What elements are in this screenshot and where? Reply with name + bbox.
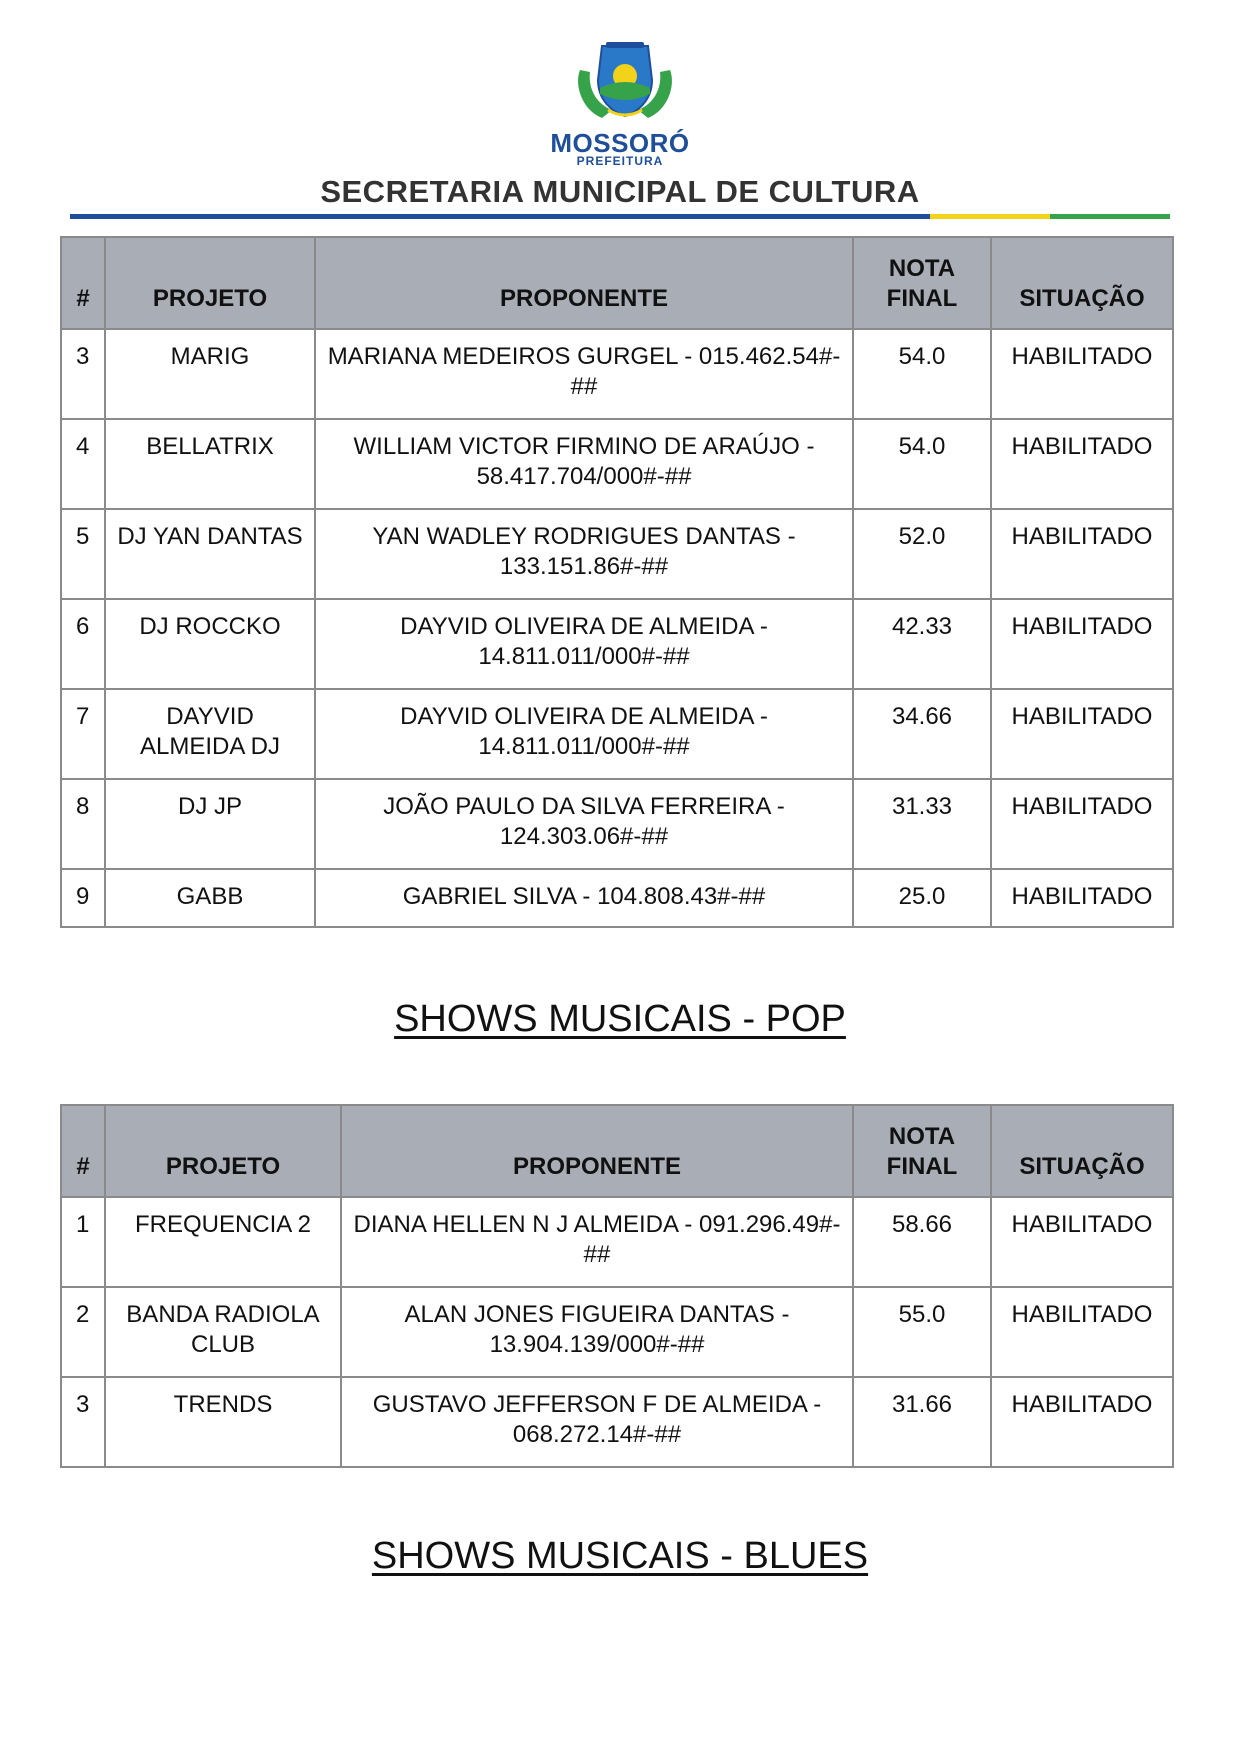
cell-proponente: JOÃO PAULO DA SILVA FERREIRA - 124.303.06#-## [315, 779, 853, 869]
section-title-pop: SHOWS MUSICAIS - POP [394, 998, 846, 1040]
table-row [61, 329, 1173, 419]
table-row [61, 419, 1173, 509]
cell-situacao: HABILITADO [991, 1287, 1173, 1377]
cell-projeto: MARIG [105, 329, 315, 419]
cell-number: 9 [61, 869, 105, 927]
cell-proponente: MARIANA MEDEIROS GURGEL - 015.462.54#-## [315, 329, 853, 419]
cell-number: 5 [61, 509, 105, 599]
cell-proponente: DAYVID OLIVEIRA DE ALMEIDA - 14.811.011/000#-## [315, 599, 853, 689]
col-header-number: # [61, 1105, 105, 1197]
cell-projeto: BELLATRIX [105, 419, 315, 509]
col-header-proponente: PROPONENTE [315, 237, 853, 329]
header-color-bar [70, 214, 1170, 219]
table-row [61, 779, 1173, 869]
cell-situacao: HABILITADO [991, 419, 1173, 509]
cell-proponente: GUSTAVO JEFFERSON F DE ALMEIDA - 068.272.14#-## [341, 1377, 853, 1467]
cell-situacao: HABILITADO [991, 509, 1173, 599]
cell-number: 3 [61, 329, 105, 419]
cell-nota: 54.0 [853, 329, 991, 419]
color-bar-green [1050, 214, 1170, 219]
table-row [61, 869, 1173, 927]
cell-nota: 42.33 [853, 599, 991, 689]
table-header-row [61, 237, 1173, 329]
cell-nota: 58.66 [853, 1197, 991, 1287]
cell-number: 8 [61, 779, 105, 869]
col-header-nota-final: NOTA FINAL [853, 1105, 991, 1197]
table-row [61, 509, 1173, 599]
cell-proponente: YAN WADLEY RODRIGUES DANTAS - 133.151.86#-## [315, 509, 853, 599]
col-header-proponente: PROPONENTE [341, 1105, 853, 1197]
cell-situacao: HABILITADO [991, 869, 1173, 927]
city-crest-logo [572, 40, 678, 124]
section-title-blues: SHOWS MUSICAIS - BLUES [371, 1535, 869, 1577]
table-row [61, 599, 1173, 689]
cell-nota: 25.0 [853, 869, 991, 927]
cell-projeto: DAYVID ALMEIDA DJ [105, 689, 315, 779]
table-row [61, 689, 1173, 779]
cell-situacao: HABILITADO [991, 329, 1173, 419]
cell-nota: 54.0 [853, 419, 991, 509]
brand-subtitle: PREFEITURA [576, 154, 664, 168]
cell-number: 6 [61, 599, 105, 689]
cell-nota: 55.0 [853, 1287, 991, 1377]
results-table [60, 236, 1174, 928]
page-header [0, 0, 1240, 230]
cell-nota: 31.66 [853, 1377, 991, 1467]
department-title: SECRETARIA MUNICIPAL DE CULTURA [320, 174, 920, 209]
cell-projeto: GABB [105, 869, 315, 927]
cell-nota: 52.0 [853, 509, 991, 599]
cell-number: 1 [61, 1197, 105, 1287]
cell-projeto: DJ ROCCKO [105, 599, 315, 689]
cell-projeto: BANDA RADIOLA CLUB [105, 1287, 341, 1377]
cell-situacao: HABILITADO [991, 599, 1173, 689]
cell-situacao: HABILITADO [991, 1197, 1173, 1287]
col-header-situacao: SITUAÇÃO [991, 237, 1173, 329]
cell-number: 2 [61, 1287, 105, 1377]
cell-situacao: HABILITADO [991, 779, 1173, 869]
col-header-number: # [61, 237, 105, 329]
color-bar-yellow [930, 214, 1050, 219]
cell-proponente: WILLIAM VICTOR FIRMINO DE ARAÚJO - 58.417.704/000#-## [315, 419, 853, 509]
cell-nota: 31.33 [853, 779, 991, 869]
col-header-projeto: PROJETO [105, 237, 315, 329]
table-row [61, 1377, 1173, 1467]
brand-name: MOSSORÓ [550, 128, 690, 158]
col-header-projeto: PROJETO [105, 1105, 341, 1197]
results-table-pop [60, 1104, 1174, 1468]
cell-situacao: HABILITADO [991, 689, 1173, 779]
cell-proponente: DIANA HELLEN N J ALMEIDA - 091.296.49#-## [341, 1197, 853, 1287]
cell-number: 3 [61, 1377, 105, 1467]
cell-number: 4 [61, 419, 105, 509]
cell-projeto: FREQUENCIA 2 [105, 1197, 341, 1287]
table-row [61, 1287, 1173, 1377]
color-bar-blue [70, 214, 930, 219]
cell-projeto: DJ YAN DANTAS [105, 509, 315, 599]
table-header-row [61, 1105, 1173, 1197]
cell-proponente: DAYVID OLIVEIRA DE ALMEIDA - 14.811.011/000#-## [315, 689, 853, 779]
cell-proponente: GABRIEL SILVA - 104.808.43#-## [315, 869, 853, 927]
col-header-situacao: SITUAÇÃO [991, 1105, 1173, 1197]
cell-projeto: DJ JP [105, 779, 315, 869]
col-header-nota-final: NOTA FINAL [853, 237, 991, 329]
cell-situacao: HABILITADO [991, 1377, 1173, 1467]
cell-projeto: TRENDS [105, 1377, 341, 1467]
cell-nota: 34.66 [853, 689, 991, 779]
cell-proponente: ALAN JONES FIGUEIRA DANTAS - 13.904.139/000#-## [341, 1287, 853, 1377]
table-row [61, 1197, 1173, 1287]
cell-number: 7 [61, 689, 105, 779]
